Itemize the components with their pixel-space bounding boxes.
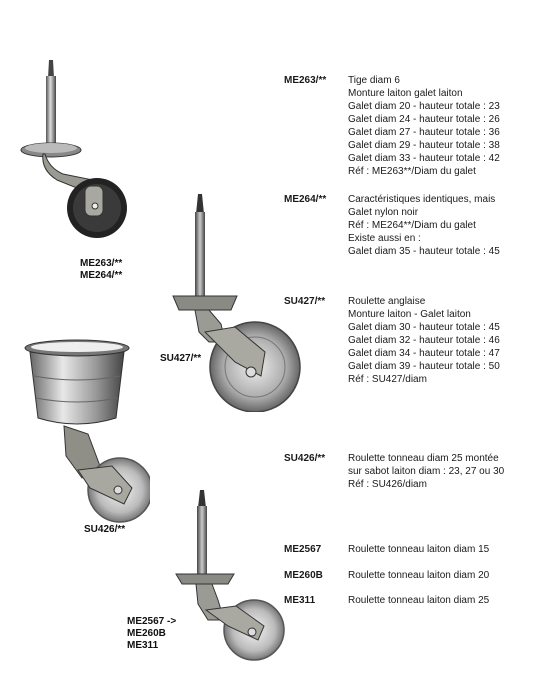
desc-line: Réf : ME263**/Diam du galet [348,166,476,177]
desc-line: Existe aussi en : [348,233,421,244]
caption-su427: SU427/** [160,353,202,364]
desc-line: Monture laiton - Galet laiton [348,309,471,320]
caption-me311: ME311 [127,640,159,651]
ref-code: SU426/** [284,453,326,464]
desc-line: Roulette tonneau laiton diam 15 [348,544,490,555]
ref-code: ME264/** [284,194,327,205]
desc-line: Monture laiton galet laiton [348,88,463,99]
caption-me263-me264 [80,258,122,282]
desc-line: Roulette anglaise [348,296,426,307]
desc-line: Roulette tonneau laiton diam 20 [348,570,490,581]
caster-me263-illustration [15,58,135,258]
desc-line: Réf : ME264**/Diam du galet [348,220,476,231]
desc-line: Galet diam 24 - hauteur totale : 26 [348,114,500,125]
desc-line: Tige diam 6 [348,75,400,86]
ref-code: ME263/** [284,75,327,86]
desc-line: Galet diam 34 - hauteur totale : 47 [348,348,500,359]
desc-line: Galet diam 32 - hauteur totale : 46 [348,335,500,346]
ref-description [348,543,489,556]
desc-line: Roulette tonneau diam 25 montée [348,453,499,464]
desc-line: Caractéristiques identiques, mais [348,194,496,205]
ref-code: ME311 [284,595,316,606]
ref-description [348,74,500,178]
desc-line: Galet diam 27 - hauteur totale : 36 [348,127,500,138]
caption-me260b: ME260B [127,628,166,639]
ref-description [348,594,489,607]
ref-code: ME2567 [284,544,322,555]
desc-line: Galet diam 20 - hauteur totale : 23 [348,101,500,112]
ref-description [348,193,500,258]
desc-line: Galet diam 30 - hauteur totale : 45 [348,322,500,333]
caption-su426: SU426/** [84,524,126,535]
desc-line: Galet diam 29 - hauteur totale : 38 [348,140,500,151]
desc-line: Galet diam 33 - hauteur totale : 42 [348,153,500,164]
desc-line: Réf : SU426/diam [348,479,427,490]
desc-line: Galet diam 39 - hauteur totale : 50 [348,361,500,372]
caption-me2567: ME2567 -> [127,616,177,627]
desc-line: Roulette tonneau laiton diam 25 [348,595,490,606]
caption-me2567-me260b-me311 [127,616,176,652]
caption-me263: ME263/** [80,258,123,269]
caster-su426-illustration [20,338,150,528]
ref-description [348,452,504,491]
caster-me2567-illustration [172,488,292,668]
desc-line: sur sabot laiton diam : 23, 27 ou 30 [348,466,505,477]
desc-line: Galet nylon noir [348,207,419,218]
ref-description [348,569,489,582]
ref-code: ME260B [284,570,323,581]
desc-line: Réf : SU427/diam [348,374,427,385]
ref-description [348,295,500,386]
desc-line: Galet diam 35 - hauteur totale : 45 [348,246,500,257]
ref-code: SU427/** [284,296,326,307]
caption-me264: ME264/** [80,270,123,281]
